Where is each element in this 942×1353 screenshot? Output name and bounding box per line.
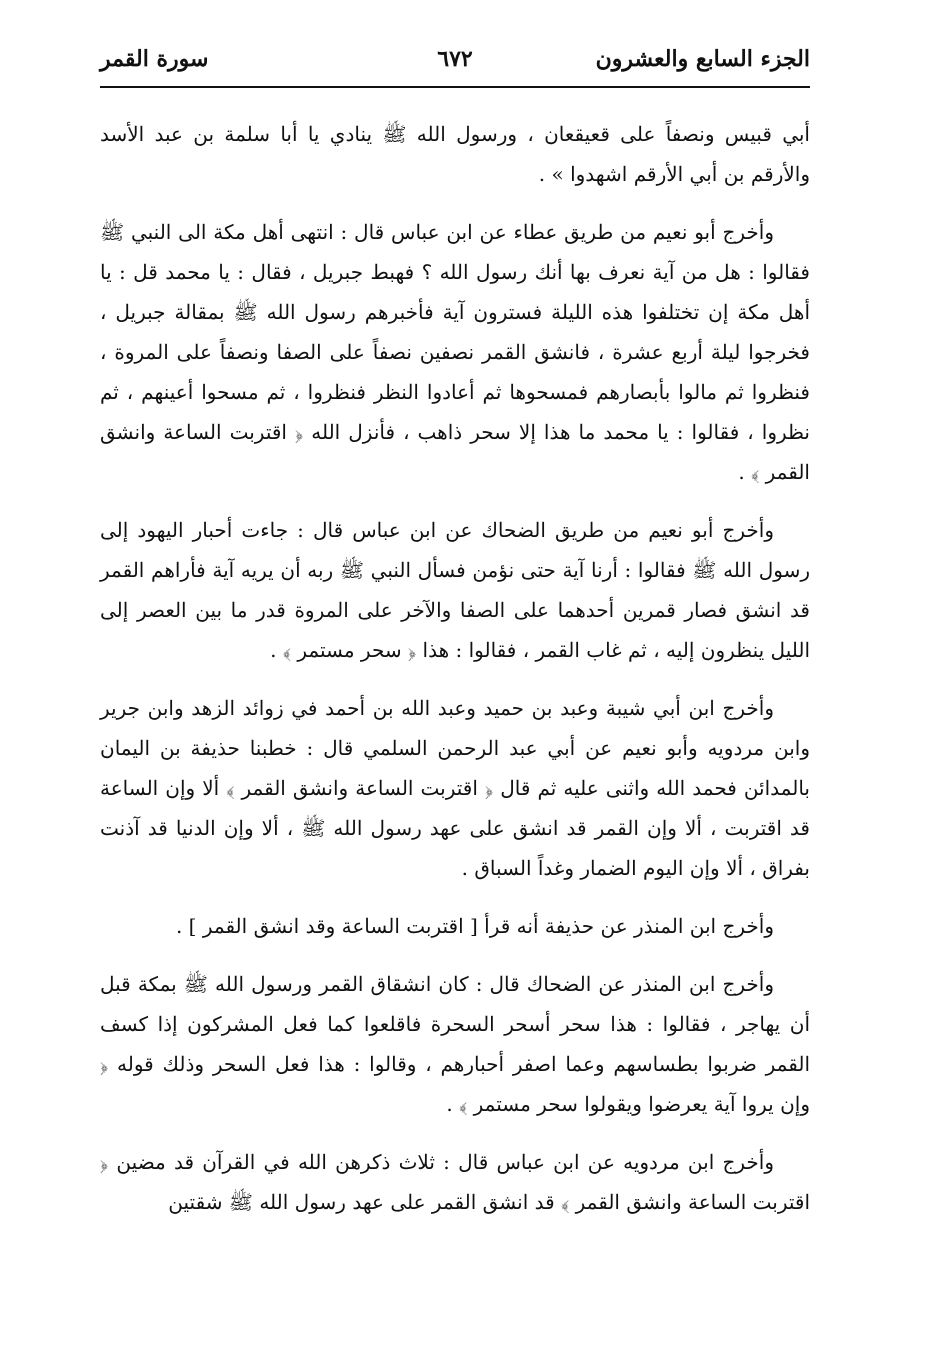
paragraph-continuation: أبي قبيس ونصفاً على قعيقعان ، ورسول الله ﷺ ينادي يا أبا سلمة بن عبد الأسد والأرقم بن أبي الأرقم اشهدوا » . [100, 122, 810, 186]
paragraph: وأخرج أبو نعيم من طريق الضحاك عن ابن عباس قال : جاءت أحبار اليهود إلى رسول الله ﷺ فقالوا : أرنا آية حتى نؤمن فسأل النبي ﷺ ربه أن يريه آية فأراهم القمر قد انشق فصار قمرين أحدهما على الصفا والآخر على المروة قدر ما بين العصر إلى الليل ينظرون إليه ، ثم غاب القمر ، فقالوا : هذا ﴿ سحر مستمر ﴾ . [100, 518, 810, 662]
surah-title: سورة القمر [100, 46, 209, 72]
paragraph: وأخرج ابن مردويه عن ابن عباس قال : ثلاث ذكرهن الله في القرآن قد مضين ﴿ اقتربت الساعة وانشق القمر ﴾ قد انشق القمر على عهد رسول الله ﷺ شقتين [100, 1150, 810, 1214]
paragraph: وأخرج ابن المنذر عن حذيفة أنه قرأ [ اقتربت الساعة وقد انشق القمر ] . [175, 914, 774, 938]
page-header [100, 40, 810, 88]
paragraph: وأخرج ابن أبي شيبة وعبد بن حميد وعبد الله بن أحمد في زوائد الزهد وابن جرير وابن مردويه وأبو نعيم عن أبي عبد الرحمن السلمي قال : خطبنا حذيفة بن اليمان بالمدائن فحمد الله واثنى عليه ثم قال ﴿ اقتربت الساعة وانشق القمر ﴾ ألا وإن الساعة قد اقتربت ، ألا وإن القمر قد انشق على عهد رسول الله ﷺ ، ألا وإن الدنيا قد آذنت بفراق ، ألا وإن اليوم الضمار وغداً السباق . [100, 696, 810, 880]
paragraph: وأخرج ابن المنذر عن الضحاك قال : كان انشقاق القمر ورسول الله ﷺ بمكة قبل أن يهاجر ، فقالوا : هذا سحر أسحر السحرة فاقلعوا كما فعل المشركون إذا كسف القمر ضربوا بطساسهم وعما اصفر أحبارهم ، وقالوا : هذا فعل السحر وذلك قوله ﴿ وإن يروا آية يعرضوا ويقولوا سحر مستمر ﴾ . [100, 972, 810, 1116]
page-number: ٦٧٢ [437, 46, 473, 72]
part-title: الجزء السابع والعشرون [595, 46, 810, 72]
paragraph: وأخرج أبو نعيم من طريق عطاء عن ابن عباس قال : انتهى أهل مكة الى النبي ﷺ فقالوا : هل من آية نعرف بها أنك رسول الله ؟ فهبط جبريل ، فقال : يا محمد قل : يا أهل مكة إن تختلفوا هذه الليلة فسترون آية فأخبرهم رسول الله ﷺ بمقالة جبريل ، فخرجوا ليلة أربع عشرة ، فانشق القمر نصفين نصفاً على الصفا ونصفاً على المروة ، فنظروا ثم مالوا بأبصارهم فمسحوها ثم أعادوا النظر فنظروا ، ثم مسحوا أعينهم ، ثم نظروا ، فقالوا : يا محمد ما هذا إلا سحر ذاهب ، فأنزل الله ﴿ اقتربت الساعة وانشق القمر ﴾ . [100, 220, 810, 484]
book-page [100, 40, 810, 1240]
page-body [100, 114, 810, 1222]
